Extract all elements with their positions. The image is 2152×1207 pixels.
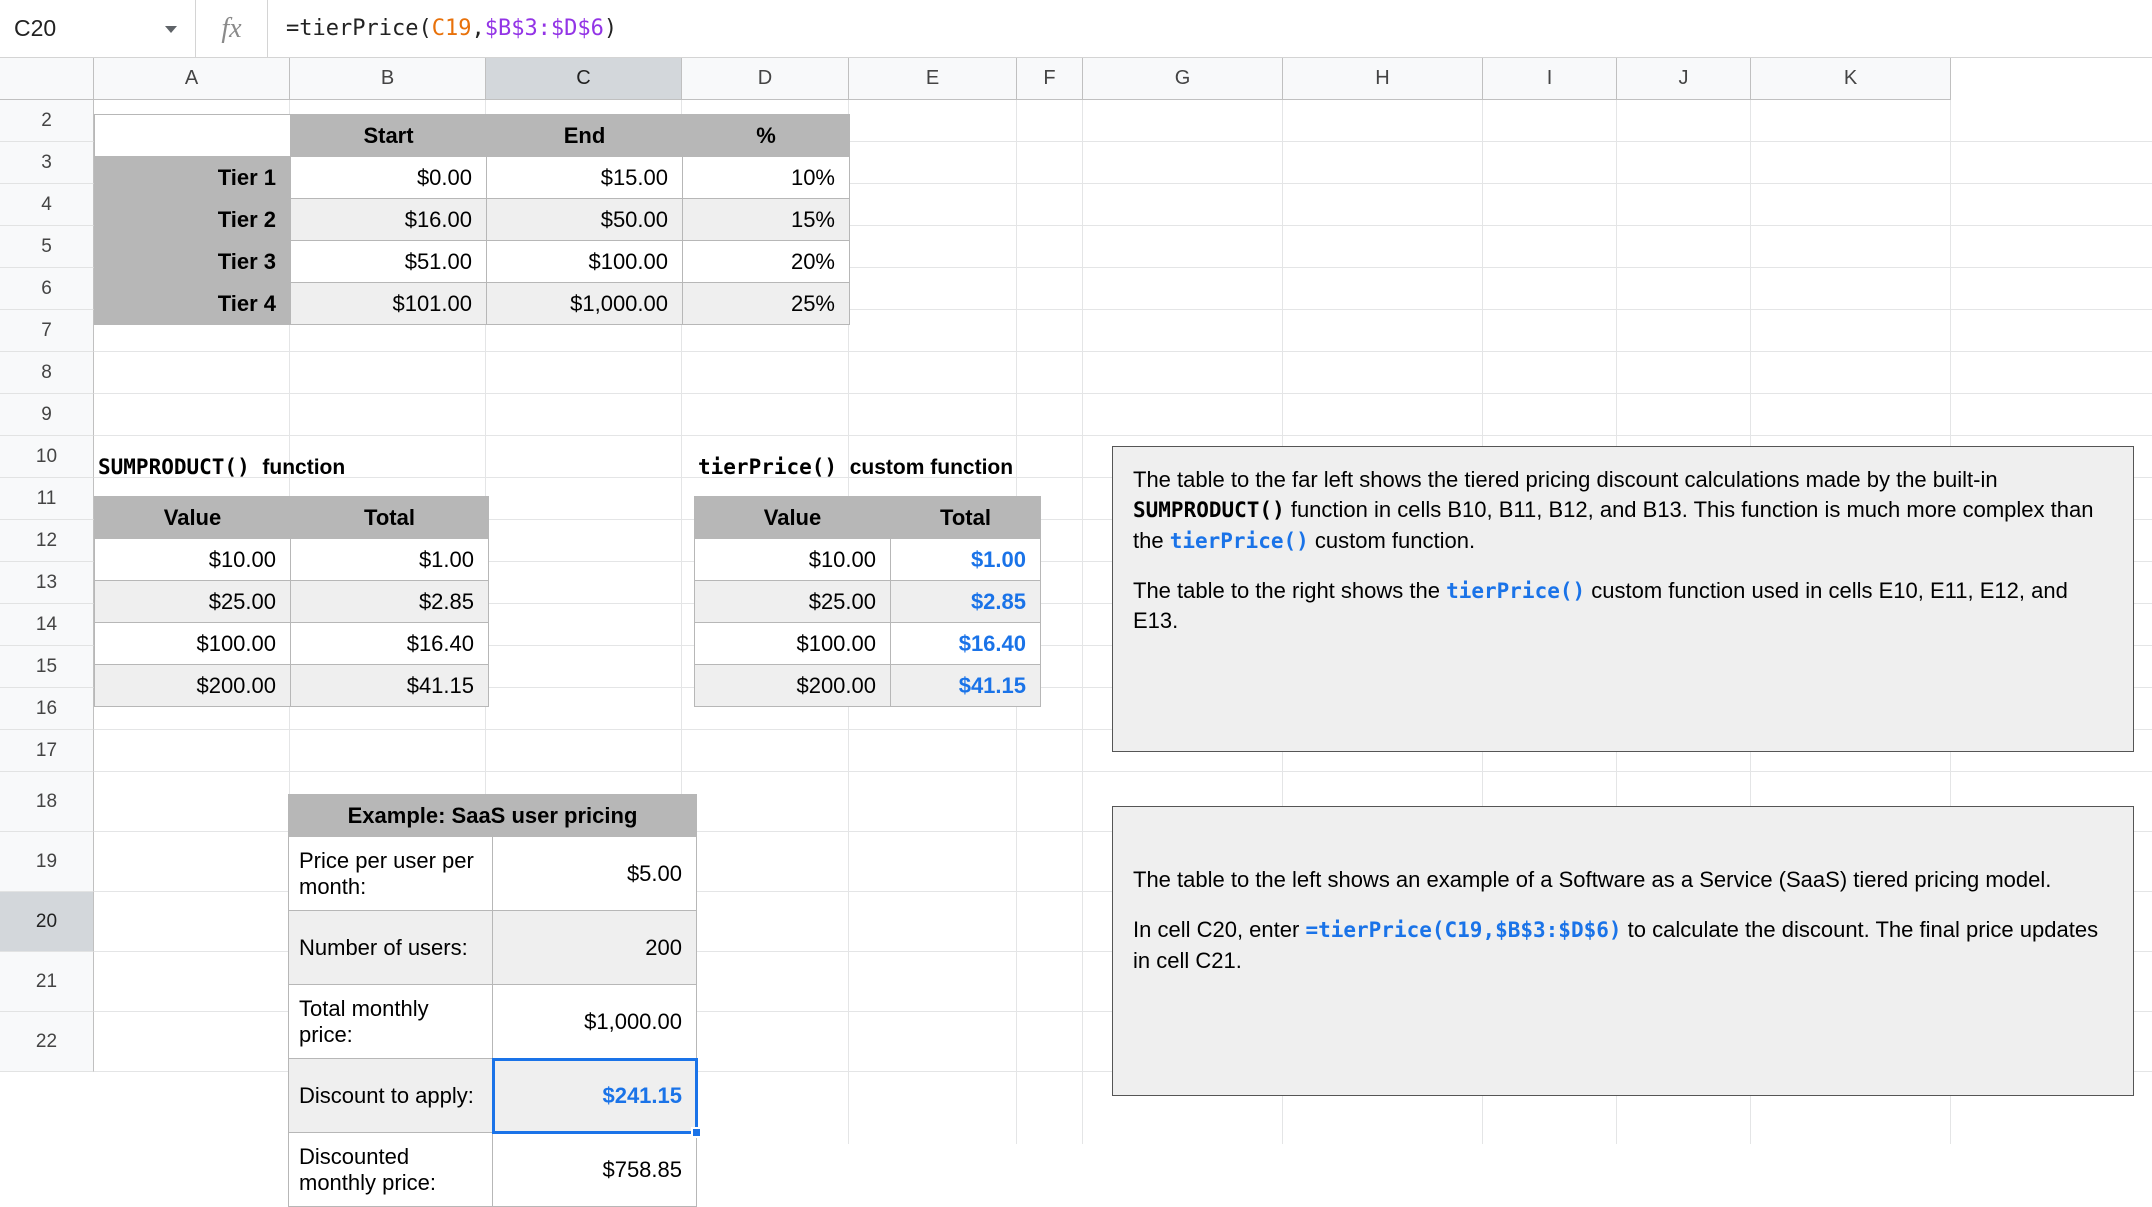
- tierprice-value[interactable]: $200.00: [695, 665, 891, 707]
- sumproduct-total[interactable]: $41.15: [291, 665, 489, 707]
- tier-pct[interactable]: 25%: [683, 283, 850, 325]
- note-top-paragraph-1: The table to the far left shows the tiered pricing discount calculations made by the built-in SUMPRODUCT() function in cells B10, B11, B12, and B13. This function is much more complex than the tierPrice() custom function.: [1133, 467, 2094, 553]
- saas-value[interactable]: $5.00: [493, 837, 697, 911]
- sumproduct-header-total[interactable]: Total: [291, 497, 489, 539]
- tier-label[interactable]: Tier 4: [95, 283, 291, 325]
- sumproduct-title-word: function: [262, 456, 346, 479]
- table-row: [289, 795, 697, 837]
- table-row: [95, 623, 489, 665]
- tier-start[interactable]: $16.00: [291, 199, 487, 241]
- tierprice-code: tierPrice(): [1446, 579, 1586, 604]
- sumproduct-code: SUMPRODUCT(): [1133, 498, 1285, 523]
- sumproduct-value[interactable]: $10.00: [95, 539, 291, 581]
- note-bottom-paragraph-2: In cell C20, enter =tierPrice(C19,$B$3:$D$6) to calculate the discount. The final price updates in cell C21.: [1133, 917, 2099, 973]
- column-header-g[interactable]: G: [1083, 58, 1283, 100]
- sumproduct-value[interactable]: $25.00: [95, 581, 291, 623]
- saas-pricing-table: [288, 794, 697, 1207]
- note-box-bottom: [1112, 806, 2134, 1096]
- table-row: [289, 985, 697, 1059]
- table-row: [95, 283, 850, 325]
- tier-start[interactable]: $51.00: [291, 241, 487, 283]
- tier-end[interactable]: $50.00: [487, 199, 683, 241]
- saas-discount-cell[interactable]: [493, 1059, 697, 1133]
- tier-end[interactable]: $100.00: [487, 241, 683, 283]
- row-header-22[interactable]: 22: [0, 1012, 94, 1072]
- table-row: [95, 665, 489, 707]
- row-header-6[interactable]: 6: [0, 268, 94, 310]
- tierprice-title-word: custom function: [849, 456, 1014, 479]
- gridline: [94, 393, 2152, 394]
- row-header-16[interactable]: 16: [0, 688, 94, 730]
- tierprice-total[interactable]: $41.15: [891, 665, 1041, 707]
- tier-label[interactable]: Tier 3: [95, 241, 291, 283]
- sumproduct-title-code: SUMPRODUCT(): [98, 455, 250, 479]
- row-header-18[interactable]: 18: [0, 772, 94, 832]
- grid: [0, 58, 2152, 1195]
- row-header-13[interactable]: 13: [0, 562, 94, 604]
- table-row: [95, 581, 489, 623]
- row-header-10[interactable]: 10: [0, 436, 94, 478]
- saas-value[interactable]: $1,000.00: [493, 985, 697, 1059]
- column-header-c[interactable]: C: [486, 58, 682, 100]
- chevron-down-icon[interactable]: [165, 26, 177, 33]
- column-header-i[interactable]: I: [1483, 58, 1617, 100]
- column-header-h[interactable]: H: [1283, 58, 1483, 100]
- table-row: [289, 1133, 697, 1207]
- table-row: [695, 623, 1041, 665]
- column-header-a[interactable]: A: [94, 58, 290, 100]
- sumproduct-total[interactable]: $16.40: [291, 623, 489, 665]
- saas-label[interactable]: Number of users:: [289, 911, 493, 985]
- sumproduct-total[interactable]: $2.85: [291, 581, 489, 623]
- table-row: [95, 199, 850, 241]
- tier-label[interactable]: Tier 1: [95, 157, 291, 199]
- sumproduct-table-title: [98, 455, 345, 480]
- tier-pricing-table: [94, 114, 850, 325]
- saas-value: $241.15: [602, 1082, 682, 1108]
- fx-icon: fx: [196, 0, 268, 58]
- sumproduct-value[interactable]: $100.00: [95, 623, 291, 665]
- gridline: [94, 435, 2152, 436]
- formula-input[interactable]: [268, 0, 2152, 58]
- table-row: [695, 581, 1041, 623]
- sumproduct-header-value[interactable]: Value: [95, 497, 291, 539]
- formula-comma: ,: [471, 16, 485, 41]
- gridline: [94, 351, 2152, 352]
- note-top-paragraph-2: The table to the right shows the tierPrice() custom function used in cells E10, E11, E12, and E13.: [1133, 578, 2068, 634]
- saas-value[interactable]: $758.85: [493, 1133, 697, 1207]
- table-row: [95, 157, 850, 199]
- tierprice-total[interactable]: $1.00: [891, 539, 1041, 581]
- formula-prefix: =tierPrice(: [286, 16, 432, 41]
- tierprice-table-title: [698, 455, 1013, 480]
- row-header-5[interactable]: 5: [0, 226, 94, 268]
- row-header-2[interactable]: 2: [0, 100, 94, 142]
- table-row: [289, 911, 697, 985]
- tier-header-end[interactable]: End: [487, 115, 683, 157]
- tier-pct[interactable]: 15%: [683, 199, 850, 241]
- table-row: [95, 115, 850, 157]
- sumproduct-value[interactable]: $200.00: [95, 665, 291, 707]
- table-row: [95, 539, 489, 581]
- tierprice-value[interactable]: $10.00: [695, 539, 891, 581]
- row-header-9[interactable]: 9: [0, 394, 94, 436]
- column-header-e[interactable]: E: [849, 58, 1017, 100]
- column-header-d[interactable]: D: [682, 58, 849, 100]
- formula-suffix: ): [603, 16, 618, 41]
- tier-label[interactable]: Tier 2: [95, 199, 291, 241]
- tier-corner-cell[interactable]: [95, 115, 291, 157]
- note-bottom-paragraph-1: The table to the left shows an example of a Software as a Service (SaaS) tiered pricing model.: [1133, 867, 2052, 892]
- name-box[interactable]: [0, 0, 196, 58]
- table-row: [289, 1059, 697, 1133]
- table-row: [695, 497, 1041, 539]
- column-header-b[interactable]: B: [290, 58, 486, 100]
- tierprice-header-total[interactable]: Total: [891, 497, 1041, 539]
- tier-start[interactable]: $0.00: [291, 157, 487, 199]
- tier-end[interactable]: $1,000.00: [487, 283, 683, 325]
- table-row: [95, 497, 489, 539]
- saas-table-title[interactable]: Example: SaaS user pricing: [289, 795, 697, 837]
- row-header-3[interactable]: 3: [0, 142, 94, 184]
- row-header-17[interactable]: 17: [0, 730, 94, 772]
- tierprice-value[interactable]: $100.00: [695, 623, 891, 665]
- row-header-21[interactable]: 21: [0, 952, 94, 1012]
- column-header-j[interactable]: J: [1617, 58, 1751, 100]
- note-box-top: [1112, 446, 2134, 752]
- selection-handle[interactable]: [691, 1127, 702, 1138]
- tierprice-total[interactable]: $16.40: [891, 623, 1041, 665]
- formula-code: =tierPrice(C19,$B$3:$D$6): [1305, 918, 1622, 943]
- gridline: [94, 771, 2152, 772]
- table-row: [695, 539, 1041, 581]
- formula-bar: [0, 0, 2152, 58]
- tier-end[interactable]: $15.00: [487, 157, 683, 199]
- tier-header-start[interactable]: Start: [291, 115, 487, 157]
- tierprice-table: [694, 496, 1041, 707]
- table-row: [289, 837, 697, 911]
- tier-header-pct[interactable]: %: [683, 115, 850, 157]
- table-row: [95, 241, 850, 283]
- tier-pct[interactable]: 20%: [683, 241, 850, 283]
- tier-start[interactable]: $101.00: [291, 283, 487, 325]
- gridline: [1082, 100, 1083, 1144]
- column-header-k[interactable]: K: [1751, 58, 1951, 100]
- saas-label[interactable]: Price per user per month:: [289, 837, 493, 911]
- row-header-7[interactable]: 7: [0, 310, 94, 352]
- saas-label[interactable]: Discount to apply:: [289, 1059, 493, 1133]
- row-header-12[interactable]: 12: [0, 520, 94, 562]
- cell-area[interactable]: [94, 100, 2152, 1195]
- column-header-f[interactable]: F: [1017, 58, 1083, 100]
- row-header-14[interactable]: 14: [0, 604, 94, 646]
- tierprice-value[interactable]: $25.00: [695, 581, 891, 623]
- saas-value[interactable]: 200: [493, 911, 697, 985]
- row-header-8[interactable]: 8: [0, 352, 94, 394]
- table-row: [695, 665, 1041, 707]
- tier-pct[interactable]: 10%: [683, 157, 850, 199]
- row-header-11[interactable]: 11: [0, 478, 94, 520]
- tierprice-header-value[interactable]: Value: [695, 497, 891, 539]
- formula-arg2: $B$3:$D$6: [484, 16, 604, 41]
- sumproduct-total[interactable]: $1.00: [291, 539, 489, 581]
- tierprice-total[interactable]: $2.85: [891, 581, 1041, 623]
- tierprice-code: tierPrice(): [1169, 528, 1309, 553]
- sumproduct-table: [94, 496, 489, 707]
- saas-label[interactable]: Discounted monthly price:: [289, 1133, 493, 1207]
- row-header-15[interactable]: 15: [0, 646, 94, 688]
- name-box-value: C20: [14, 15, 57, 41]
- saas-label[interactable]: Total monthly price:: [289, 985, 493, 1059]
- row-header-4[interactable]: 4: [0, 184, 94, 226]
- row-header-19[interactable]: 19: [0, 832, 94, 892]
- select-all-corner[interactable]: [0, 58, 94, 100]
- tierprice-title-code: tierPrice(): [698, 455, 838, 479]
- row-header-20[interactable]: 20: [0, 892, 94, 952]
- formula-arg1: C19: [431, 16, 472, 41]
